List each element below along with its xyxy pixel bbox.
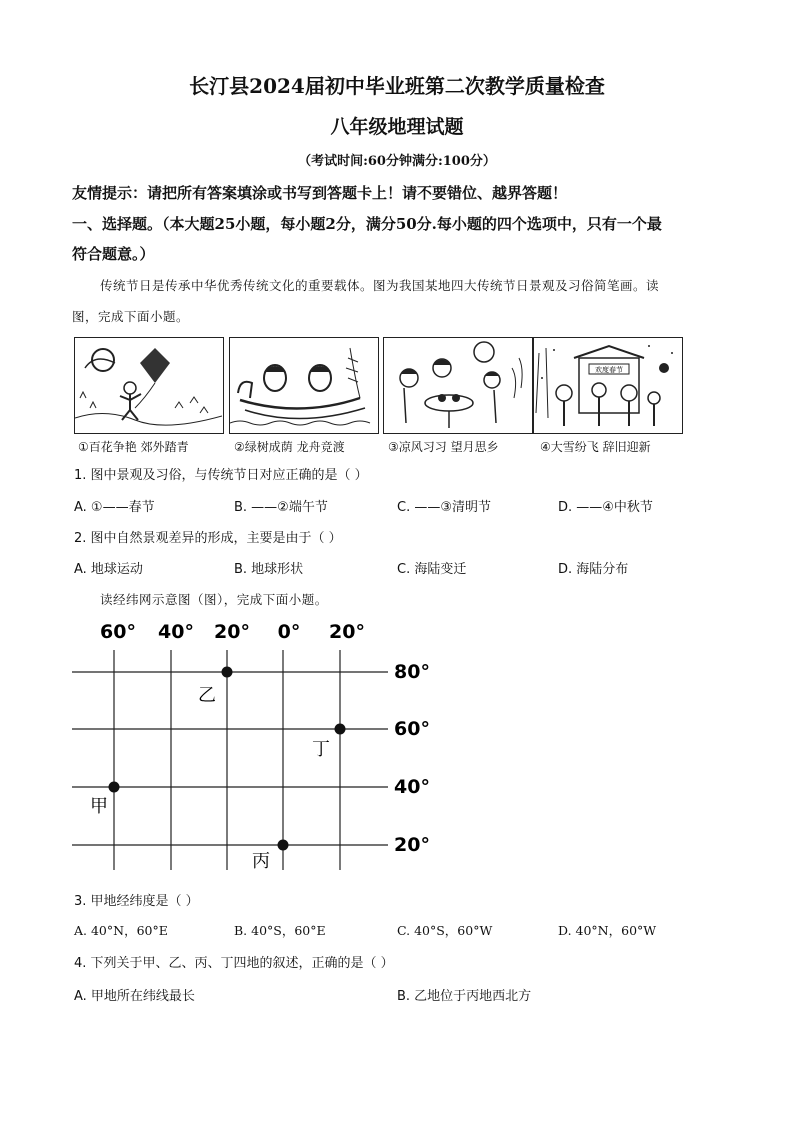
moon-drawing xyxy=(384,338,531,432)
point-yi xyxy=(222,667,233,678)
exam-subtitle: 八年级地理试题 xyxy=(330,116,464,138)
grid-lines xyxy=(72,650,388,870)
lon-label-4: 0° xyxy=(277,621,301,643)
new-year-drawing xyxy=(534,338,681,432)
exam-title: 长汀县2024届初中毕业班第二次教学质量检查 xyxy=(189,74,605,98)
caption-2: ②绿树成荫 龙舟竞渡 xyxy=(234,440,345,454)
q2-option-a[interactable]: A. 地球运动 xyxy=(74,562,143,577)
kite-drawing xyxy=(75,338,222,432)
q4-option-a[interactable]: A. 甲地所在纬线最长 xyxy=(74,989,195,1004)
point-jia xyxy=(109,782,120,793)
q1-option-c[interactable]: C. ——③清明节 xyxy=(397,500,491,515)
picture-spring-outing xyxy=(74,337,224,434)
q4-stem: 4. 下列关于甲、乙、丙、丁四地的叙述，正确的是（ ） xyxy=(74,956,394,971)
q2-option-b[interactable]: B. 地球形状 xyxy=(234,562,304,577)
lat-label-4: 20° xyxy=(394,834,430,856)
label-yi: 乙 xyxy=(198,685,216,706)
passage2: 读经纬网示意图（图），完成下面小题。 xyxy=(100,592,328,607)
lon-label-2: 40° xyxy=(158,621,194,643)
notice: 友情提示：请把所有答案填涂或书写到答题卡上！请不要错位、越界答题！ xyxy=(72,184,568,202)
lat-label-3: 40° xyxy=(394,776,430,798)
q3-option-b[interactable]: B. 40°S，60°E xyxy=(234,923,326,938)
point-bing xyxy=(278,840,289,851)
caption-4: ④大雪纷飞 辞旧迎新 xyxy=(540,440,651,454)
point-ding xyxy=(335,724,346,735)
label-jia: 甲 xyxy=(90,796,108,817)
lat-label-1: 80° xyxy=(394,661,430,683)
q1-option-b[interactable]: B. ——②端午节 xyxy=(234,500,328,515)
lat-label-2: 60° xyxy=(394,718,430,740)
picture-mid-autumn xyxy=(383,337,533,434)
lon-label-5: 20° xyxy=(329,621,365,643)
label-bing: 丙 xyxy=(252,851,270,872)
section1-line2: 符合题意。） xyxy=(72,245,155,263)
q3-option-d[interactable]: D. 40°N，60°W xyxy=(558,923,657,938)
lon-label-3: 20° xyxy=(214,621,250,643)
q3-option-c[interactable]: C. 40°S，60°W xyxy=(397,923,493,938)
q4-option-b[interactable]: B. 乙地位于丙地西北方 xyxy=(397,989,532,1004)
lon-label-1: 60° xyxy=(100,621,136,643)
q1-stem: 1. 图中景观及习俗，与传统节日对应正确的是（ ） xyxy=(74,468,368,483)
passage1-line1: 传统节日是传承中华优秀传统文化的重要载体。图为我国某地四大传统节日景观及习俗简笔画。读 xyxy=(100,278,660,293)
label-ding: 丁 xyxy=(312,739,330,760)
caption-1: ①百花争艳 郊外踏青 xyxy=(78,440,189,454)
caption-3: ③凉风习习 望月思乡 xyxy=(388,440,499,454)
q3-option-a[interactable]: A. 40°N，60°E xyxy=(74,923,168,938)
lat-long-grid xyxy=(70,615,450,880)
exam-info: （考试时间:60分钟满分:100分） xyxy=(298,154,496,169)
q1-option-a[interactable]: A. ①——春节 xyxy=(74,500,155,515)
q2-option-c[interactable]: C. 海陆变迁 xyxy=(397,562,467,577)
q3-stem: 3. 甲地经纬度是（ ） xyxy=(74,894,199,909)
passage1-line2: 图，完成下面小题。 xyxy=(72,309,190,324)
q2-stem: 2. 图中自然景观差异的形成，主要是由于（ ） xyxy=(74,531,342,546)
picture-dragon-boat xyxy=(229,337,379,434)
dragon-boat-drawing xyxy=(230,338,377,432)
picture-spring-festival xyxy=(533,337,683,434)
section1-line1: 一、选择题。（本大题25小题，每小题2分，满分50分.每小题的四个选项中，只有一个最 xyxy=(72,215,662,233)
q2-option-d[interactable]: D. 海陆分布 xyxy=(558,562,629,577)
festival-sign-text: 欢度春节 xyxy=(595,366,623,374)
q1-option-d[interactable]: D. ——④中秋节 xyxy=(558,500,653,515)
